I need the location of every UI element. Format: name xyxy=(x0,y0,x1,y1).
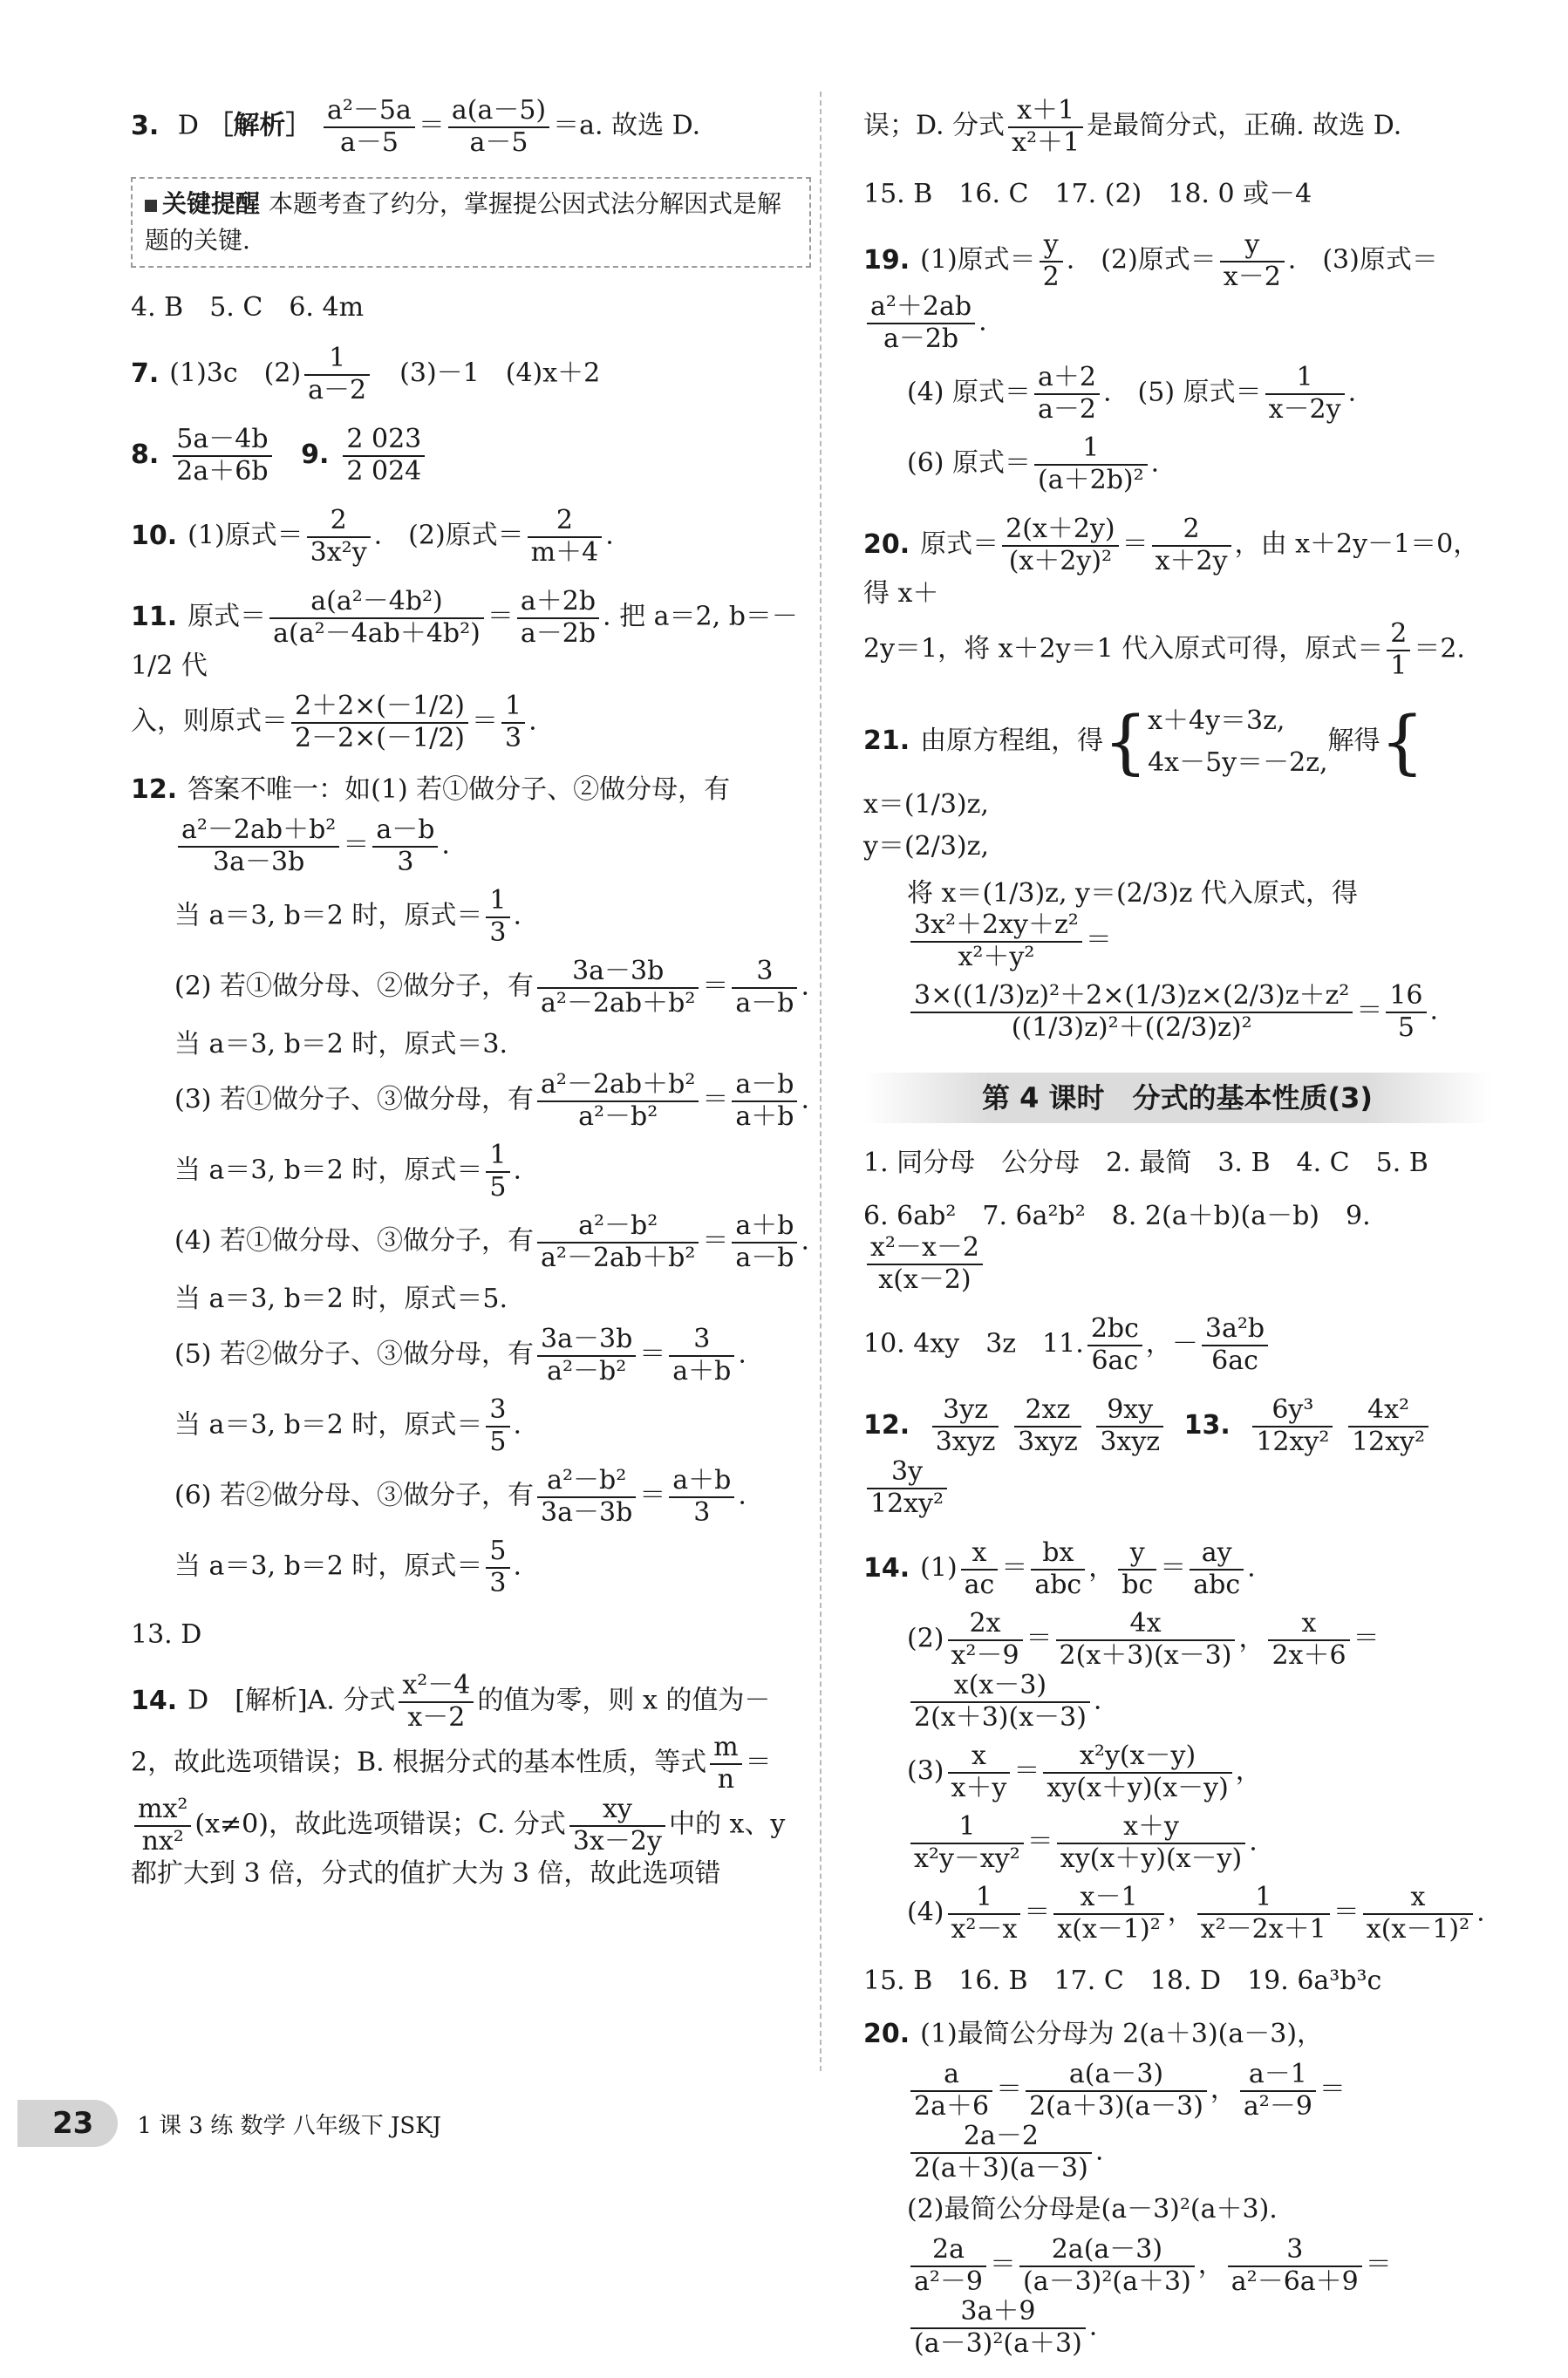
s-answer-20: 20. (1)最简公分母为 2(a＋3)(a－3)， $\frac{a}{2a+6}$ ＝ $\frac{a(a-3)}{2(a+3)(a-3)}$ ， $\frac{a-1}{\text{a²－9}}$ ＝ $\frac{2a-2}{2(a+3)(a-3)}$ . (2)最简公分母是(a－3)²(a＋3). $\frac{2a}{\text{a²－9}}$ ＝ $\frac{2a(a-3)}{\text{(a－3)²(a＋3)}}$ ， $\frac{3}{\text{a²－6a＋9}}$ ＝ $\frac{3a+9}{\text{(a－3)²(a＋3)}}$ . xyxy=(863,2019,1392,2359)
answer-11: 11. 原式＝ $\frac{\text{a(a²－4b²)}}{\text{a(a²－4ab＋4b²)}}$ ＝ $\frac{a+2b}{a-2b}$ . 把 a＝2, b＝－1/2 代 入，则原式＝ $\frac{2+2\times(-1/2)}{2-2\times(-1/2)}$ ＝ $\frac{1}{3}$ . xyxy=(131,586,798,753)
s-answer-10-11: 10. 4xy 3z 11. $\frac{2bc}{6ac}$ ，－ $\frac{\text{3a²b}}{6ac}$ xyxy=(863,1314,1491,1376)
fraction: $\frac{2 023}{2 024}$ xyxy=(343,425,425,487)
left-column xyxy=(131,96,811,1910)
fraction: $\frac{5a-4b}{2a+6b}$ xyxy=(173,425,271,487)
answer-14-continued: 误；D. 分式 $\frac{x+1}{\text{x²＋1}}$ 是最简分式，正确. 故选 D. xyxy=(863,95,1402,158)
fraction: $\frac{1}{a-2}$ xyxy=(304,344,370,405)
fraction: $\frac{\text{a²－5a}}{a-5}$ xyxy=(324,96,415,158)
answer-20: 20. 原式＝ $\frac{2(x+2y)}{\text{(x＋2y)²}}$ ＝ $\frac{2}{x+2y}$ ，由 x＋2y－1＝0，得 x＋ 2y＝1，将 x＋2y＝1 代入原式可得，原式＝ $\frac{2}{1}$ ＝2. xyxy=(863,514,1480,681)
s-answer-15-19: 15. B 16. B 17. C 18. D 19. 6a³b³c xyxy=(863,1966,1382,1996)
s-answer-14: 14. (1) $\frac{x}{ac}$ ＝ $\frac{bx}{\text{abc}}$ ， $\frac{y}{bc}$ ＝ $\frac{ay}{\text{abc}}$ . (2) $\frac{2x}{\text{x²－9}}$ ＝ $\frac{4x}{2(x+3)(x-3)}$ ， $\frac{x}{2x+6}$ ＝ $\frac{x(x-3)}{2(x+3)(x-3)}$ . (3) $\frac{x}{x+y}$ ＝ $\frac{\text{x²y(x－y)}}{xy(x+y)(x-y)}$ ， $\frac{1}{\text{x²y－xy²}}$ ＝ $\frac{x+y}{xy(x+y)(x-y)}$ . (4) $\frac{1}{\text{x²－x}}$ ＝ $\frac{x-1}{\text{x(x－1)²}}$ ， $\frac{1}{\text{x²－2x＋1}}$ ＝ $\frac{x}{\text{x(x－1)²}}$ . xyxy=(863,1537,1485,1945)
key-tip-box xyxy=(131,177,811,268)
answer-8-9: 8. $\frac{5a-4b}{2a+6b}$ 9. $\frac{2 023}{2 024}$ xyxy=(131,425,811,487)
answer-7: 7. (1)3c (2) $\frac{1}{a-2}$ (3)－1 (4)x＋2 xyxy=(131,343,601,405)
question-number: 3. xyxy=(131,110,160,141)
answer-10: 10. (1)原式＝ $\frac{2}{\text{3x²y}}$ . (2)原式＝ $\frac{2}{m+4}$ . xyxy=(131,505,614,568)
square-bullet-icon xyxy=(145,200,157,212)
s-answer-12-13: 12. $\frac{3yz}{\text{3xyz}}$ $\frac{2xz}{\text{3xyz}}$ $\frac{9xy}{\text{3xyz}}$ 13. $\frac{\text{6y³}}{\text{12xy²}}$ $\frac{\text{4x²}}{\text{12xy²}}$ $\frac{3y}{\text{12xy²}}$ xyxy=(863,1395,1491,1519)
answer-15-18: 15. B 16. C 17. (2) 18. 0 或－4 xyxy=(863,179,1312,209)
s-answer-1-5: 1. 同分母 公分母 2. 最简 3. B 4. C 5. B xyxy=(863,1148,1428,1178)
answer-3: 3. D ［解析］ $\frac{\text{a²－5a}}{a-5}$ ＝ $\frac{a(a-5)}{a-5}$ ＝a. 故选 D. xyxy=(131,95,701,158)
fraction: $\frac{a(a-5)}{a-5}$ xyxy=(448,96,549,158)
answer-19: 19. (1)原式＝ $\frac{y}{2}$ . (2)原式＝ $\frac{y}{x-2}$ . (3)原式＝ $\frac{\text{a²＋2ab}}{a-2b}$ . (4) 原式＝ $\frac{a+2}{a-2}$ . (5) 原式＝ $\frac{1}{x-2y}$ . (6) 原式＝ $\frac{1}{\text{(a＋2b)²}}$ . xyxy=(863,229,1438,495)
answer-21: 21. 由原方程组，得{x＋4y＝3z, 4x－5y＝－2z,解得{x＝(1/3)z, y＝(2/3)z, 将 x＝(1/3)z, y＝(2/3)z 代入原式，得 $\frac{\text{3x²＋2xy＋z²}}{\text{x²＋y²}}$ ＝ $\frac{\text{3×((1/3)z)²＋2×(1/3)z×(2/3)z＋z²}}{\text{((1/3)z)²＋((2/3)z)²}}$ ＝ $\frac{16}{5}$ . xyxy=(863,701,1439,1043)
analysis-tag: ［解析］ xyxy=(207,110,312,141)
tip-tag: 关键提醒 xyxy=(162,189,261,218)
page-footer xyxy=(17,2097,441,2150)
answer-14: 14. D [解析]A. 分式 $\frac{\text{x²－4}}{x-2}$ 的值为零，则 x 的值为－2，故此选项错误；B. 根据分式的基本性质，等式 $\frac{m}{n}$ ＝ $\frac{\text{mx²}}{\text{nx²}}$ (x≠0)，故此选项错误；C. 分式 $\frac{xy}{3x-2y}$ 中的 x、y 都扩大到 3 倍，分式的值扩大为 3 倍，故此选项错 xyxy=(131,1670,786,1889)
answer-12: 12. 答案不唯一：如(1) 若①做分子、②做分母，有 $\frac{\text{a²－2ab＋b²}}{3a-3b}$ ＝ $\frac{a-b}{3}$ . 当 a＝3, b＝2 时，原式＝ $\frac{1}{3}$ . (2) 若①做分母、②做分子，有 $\frac{3a-3b}{\text{a²－2ab＋b²}}$ ＝ $\frac{3}{a-b}$ . 当 a＝3, b＝2 时，原式＝3. (3) 若①做分子、③做分母，有 $\frac{\text{a²－2ab＋b²}}{\text{a²－b²}}$ ＝ $\frac{a-b}{a+b}$ . 当 a＝3, b＝2 时，原式＝ $\frac{1}{5}$ . (4) 若①做分母、③做分子，有 $\frac{\text{a²－b²}}{\text{a²－2ab＋b²}}$ ＝ $\frac{a+b}{a-b}$ . 当 a＝3, b＝2 时，原式＝5. (5) 若②做分子、③做分母，有 $\frac{3a-3b}{\text{a²－b²}}$ ＝ $\frac{3}{a+b}$ . 当 a＝3, b＝2 时，原式＝ $\frac{3}{5}$ . (6) 若②做分母、③做分子，有 $\frac{\text{a²－b²}}{3a-3b}$ ＝ $\frac{a+b}{3}$ . 当 a＝3, b＝2 时，原式＝ $\frac{5}{3}$ . xyxy=(131,774,809,1598)
section-title: 第 4 课时 分式的基本性质(3) xyxy=(863,1073,1491,1123)
s-answer-6-9: 6. 6ab² 7. 6a²b² 8. 2(a＋b)(a－b) 9. $\frac{\text{x²－x－2}}{x(x-2)}$ xyxy=(863,1201,1371,1295)
tip-text: 本题考查了约分，掌握提公因式法分解因式是解题的关键. xyxy=(145,189,782,255)
column-divider xyxy=(820,92,821,2071)
answer-13: 13. D xyxy=(131,1619,202,1650)
page-number: 23 xyxy=(17,2100,118,2147)
right-column xyxy=(863,96,1491,2378)
answer-4-6: 4. B 5. C 6. 4m xyxy=(131,292,365,323)
book-info: 1 课 3 练 数学 八年级下 JSKJ xyxy=(137,2112,442,2139)
